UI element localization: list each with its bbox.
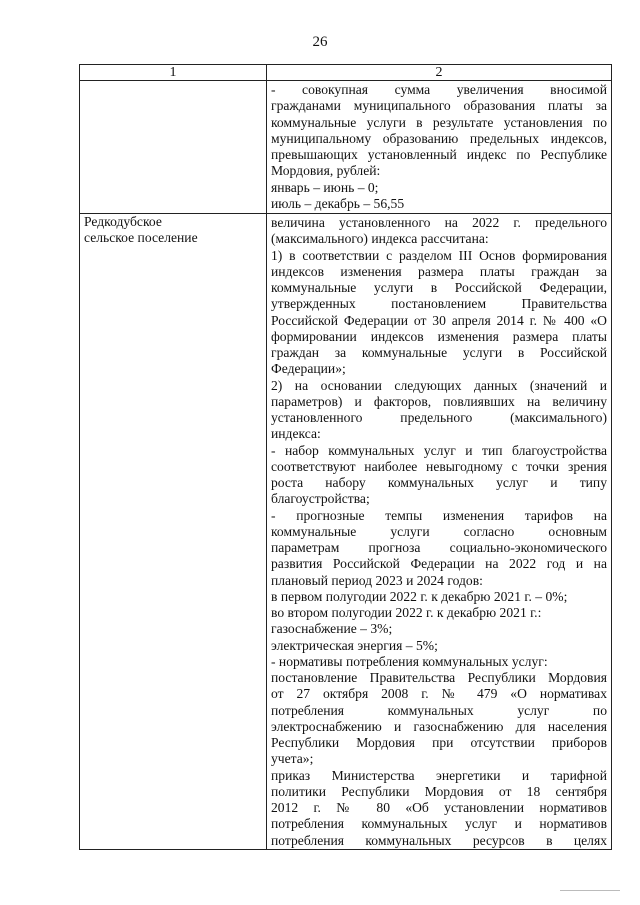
header-col-2: 2: [267, 65, 612, 81]
settlement-name-line: сельское поселение: [84, 230, 198, 246]
text-line: граждан за коммунальные услуги в Российской: [271, 345, 607, 360]
text-line: плановый период 2023 и 2024 годов:: [271, 572, 483, 588]
text-line: 2) на основании следующих данных (значений и: [271, 377, 607, 393]
text-line: роста набору коммунальных услуг и типу: [271, 475, 607, 490]
text-line: - совокупная сумма увеличения вносимой: [271, 82, 607, 97]
text-line: соответствуют наиболее невыгодному с точки зрения: [271, 458, 607, 474]
text-line: превышающих установленный индекс по Республике: [271, 147, 607, 162]
text-line: коммунальные услуги в Российской Федерации,: [271, 280, 607, 295]
row2-col2: [267, 214, 612, 850]
text-line: постановление Правительства Республики Мордовия: [271, 670, 607, 685]
header-col-1: 1: [80, 65, 267, 81]
text-line: Федерации»;: [271, 361, 346, 377]
text-line: потребления коммунальных услуг и нормативов: [271, 816, 607, 832]
text-line: июль – декабрь – 56,55: [271, 195, 405, 211]
text-line: величина установленного на 2022 г. предельного: [271, 215, 607, 230]
text-line: Российской Федерации от 30 апреля 2014 г. № 400 «О: [271, 312, 607, 328]
text-line: газоснабжение – 3%;: [271, 621, 393, 637]
text-line: коммунальные услуги согласно основным: [271, 523, 607, 539]
text-line: учета»;: [271, 751, 314, 767]
text-line: муниципальному образованию предельных индексов,: [271, 130, 607, 146]
text-line: от 27 октября 2008 г. № 479 «О нормативах: [271, 686, 607, 702]
text-line: электрическая энергия – 5%;: [271, 637, 438, 653]
text-line: 1) в соответствии с разделом III Основ формирования: [271, 247, 607, 263]
text-line: приказ Министерства энергетики и тарифной: [271, 767, 607, 783]
page-number: 26: [312, 34, 328, 50]
text-line: параметров) и факторов, повлиявших на величину: [271, 393, 607, 409]
text-line: - нормативы потребления коммунальных услуг:: [271, 653, 548, 669]
text-line: утвержденных постановлением Правительства: [271, 296, 607, 312]
text-line: электроснабжению и газоснабжению для населения: [271, 718, 607, 734]
settlement-name-line: Редкодубское: [84, 214, 162, 229]
text-line: развития Российской Федерации на 2022 год и на: [271, 556, 607, 572]
table-row: [80, 81, 612, 214]
text-line: коммунальные услуги в результате установления по: [271, 114, 607, 130]
text-line: Республики Мордовия при отсутствии приборов: [271, 735, 607, 750]
text-line: (максимального) индекса рассчитана:: [271, 231, 489, 247]
row1-col1: [80, 81, 267, 214]
text-line: - набор коммунальных услуг и тип благоустройства: [271, 442, 607, 458]
settlement-name: [80, 214, 267, 850]
text-line: - прогнозные темпы изменения тарифов на: [271, 507, 607, 523]
text-line: формировании индексов изменения размера платы: [271, 328, 607, 344]
text-line: индекса:: [271, 426, 321, 442]
page-bottom-margin: [79, 860, 609, 905]
text-line: в первом полугодии 2022 г. к декабрю 2021 г. – 0%;: [271, 588, 568, 604]
text-line: индексов изменения размера платы граждан за: [271, 263, 607, 279]
table-header-row: [80, 65, 612, 81]
text-line: параметрам прогноза социально-экономического: [271, 540, 607, 555]
text-line: гражданами муниципального образования платы за: [271, 98, 607, 114]
document-table: [79, 64, 612, 850]
text-line: благоустройства;: [271, 491, 370, 507]
scan-mark: [560, 890, 620, 891]
text-line: потребления коммунальных ресурсов в целях: [271, 832, 607, 848]
text-line: установленного предельного (максимального): [271, 410, 607, 425]
text-line: 2012 г. № 80 «Об установлении нормативов: [271, 800, 607, 815]
text-line: январь – июнь – 0;: [271, 179, 379, 195]
text-line: во втором полугодии 2022 г. к декабрю 2021 г.:: [271, 605, 542, 620]
text-line: потребления коммунальных услуг по: [271, 702, 607, 718]
table-row: [80, 214, 612, 850]
text-line: политики Республики Мордовия от 18 сентября: [271, 783, 607, 799]
text-line: Мордовия, рублей:: [271, 163, 381, 179]
row1-col2: [267, 81, 612, 214]
